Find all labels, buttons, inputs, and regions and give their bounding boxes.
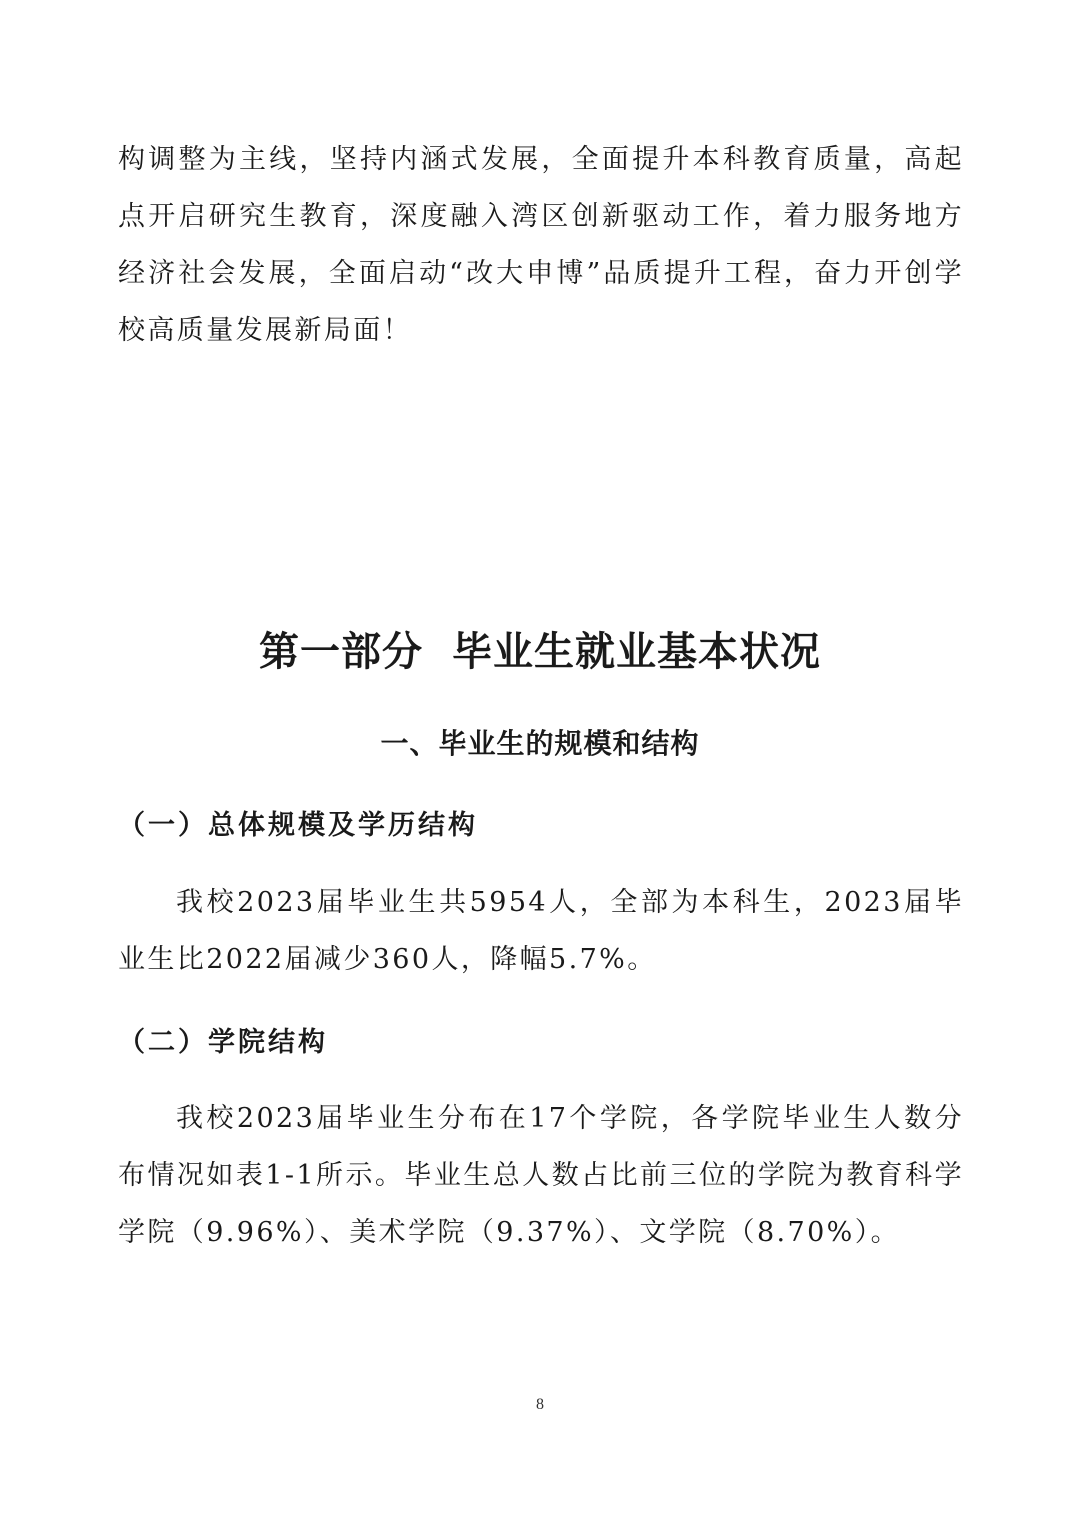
- subsection-heading-college: （二）学院结构: [118, 1027, 328, 1058]
- page-number: 8: [536, 1396, 544, 1413]
- intro-paragraph: 构调整为主线，坚持内涵式发展，全面提升本科教育质量，高起点开启研究生教育，深度融入湾区创新驱动工作，着力服务地方经济社会发展，全面启动“改大申博”品质提升工程，奋力开创学校高质量发展新局面！: [118, 144, 964, 346]
- part-title: 第一部分 毕业生就业基本状况: [259, 629, 821, 675]
- subsection-paragraph-scale: 我校2023届毕业生共5954人，全部为本科生，2023届毕业生比2022届减少360人，降幅5.7%。: [118, 887, 964, 975]
- subsection-paragraph-college: 我校2023届毕业生分布在17个学院，各学院毕业生人数分布情况如表1-1所示。毕业生总人数占比前三位的学院为教育科学学院（9.96%）、美术学院（9.37%）、文学院（8.70%）。: [118, 1103, 964, 1248]
- section-title: 一、毕业生的规模和结构: [380, 727, 700, 760]
- subsection-heading-scale: （一）总体规模及学历结构: [118, 810, 478, 841]
